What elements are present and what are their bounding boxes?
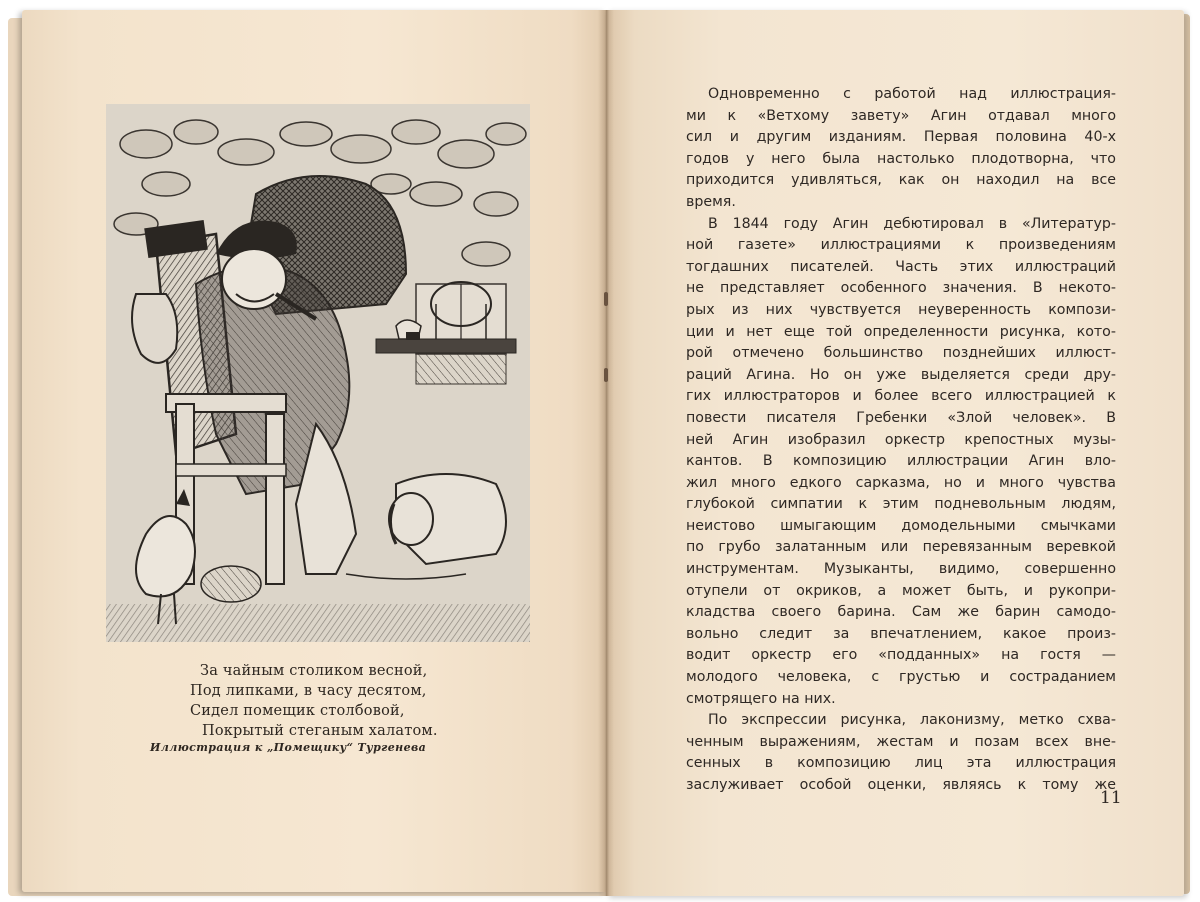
text-line: инструментам. Музыканты, видимо, совершенно — [686, 561, 1116, 578]
body-text — [686, 84, 1116, 797]
text-line: не представляет особенного значения. В некото- — [686, 280, 1116, 297]
text-line: гих иллюстраторов и более всего иллюстрацией к — [686, 388, 1116, 405]
verse-caption — [190, 661, 490, 741]
text-line: ной газете» иллюстрациями к произведениям — [686, 237, 1116, 254]
text-line: заслуживает особой оценки, являясь к тому же — [686, 777, 1116, 793]
text-line: В 1844 году Агин дебютировал в «Литератур- — [708, 215, 1116, 232]
text-line: жил много едкого сарказма, но и много чувства — [686, 474, 1116, 491]
engraving-drawing — [106, 104, 530, 642]
engraving-illustration — [106, 104, 530, 642]
illustration-caption: Иллюстрация к „Помещику“ Тургенева — [150, 741, 427, 754]
text-line: тогдашних писателей. Часть этих иллюстраций — [686, 258, 1116, 275]
book-gutter — [598, 10, 614, 896]
text-line: рой отмечено большинство позднейших иллюст- — [686, 345, 1116, 362]
page-number: 11 — [1100, 788, 1122, 808]
verse-line: Сидел помещик столбовой, — [190, 703, 405, 719]
text-line: рых из них чувствуется неуверенность компози- — [686, 301, 1116, 318]
text-line: ции и нет еще той определенности рисунка, кото- — [686, 323, 1116, 340]
text-line: отупели от окриков, а может быть, и рукопри- — [686, 582, 1116, 599]
text-line: глубокой симпатии к этим подневольным людям, — [686, 496, 1116, 513]
binding-stitch — [604, 368, 608, 382]
text-line: водит оркестр его «подданных» на гостя — — [686, 647, 1116, 664]
verse-line: Покрытый стеганым халатом. — [202, 723, 438, 739]
verse-line: За чайным столиком весной, — [200, 663, 428, 679]
text-line: По экспрессии рисунка, лаконизму, метко схва- — [708, 712, 1116, 729]
text-line: сенных в композицию лиц эта иллюстрация — [686, 755, 1116, 772]
text-line: кладства своего барина. Сам же барин самодо- — [686, 604, 1116, 621]
text-line: вольно следит за впечатлением, какое произ- — [686, 625, 1116, 642]
text-line: повести писателя Гребенки «Злой человек». В — [686, 409, 1116, 426]
text-line: раций Агина. Но он уже выделяется среди дру- — [686, 366, 1116, 383]
text-line: по грубо залатанным или перевязанным веревкой — [686, 539, 1116, 556]
text-line: приходится удивляться, как он находил на все — [686, 172, 1116, 189]
text-line: ней Агин изобразил оркестр крепостных музы- — [686, 431, 1116, 448]
verse-line: Под липками, в часу десятом, — [190, 683, 427, 699]
text-line: годов у него была настолько плодотворна, что — [686, 150, 1116, 167]
text-line: сил и другим изданиям. Первая половина 40-х — [686, 129, 1116, 146]
text-line: смотрящего на них. — [686, 690, 836, 707]
binding-stitch — [604, 292, 608, 306]
text-line: ченным выражениям, жестам и позам всех вне- — [686, 733, 1116, 750]
text-line: ми к «Ветхому завету» Агин отдавал много — [686, 107, 1116, 124]
text-line: молодого человека, с грустью и состраданием — [686, 669, 1116, 686]
text-line: время. — [686, 193, 736, 210]
text-line: неистово шмыгающим домодельными смычками — [686, 517, 1116, 534]
text-line: Одновременно с работой над иллюстрация- — [708, 86, 1116, 102]
text-line: кантов. В композицию иллюстрации Агин вло- — [686, 453, 1116, 470]
